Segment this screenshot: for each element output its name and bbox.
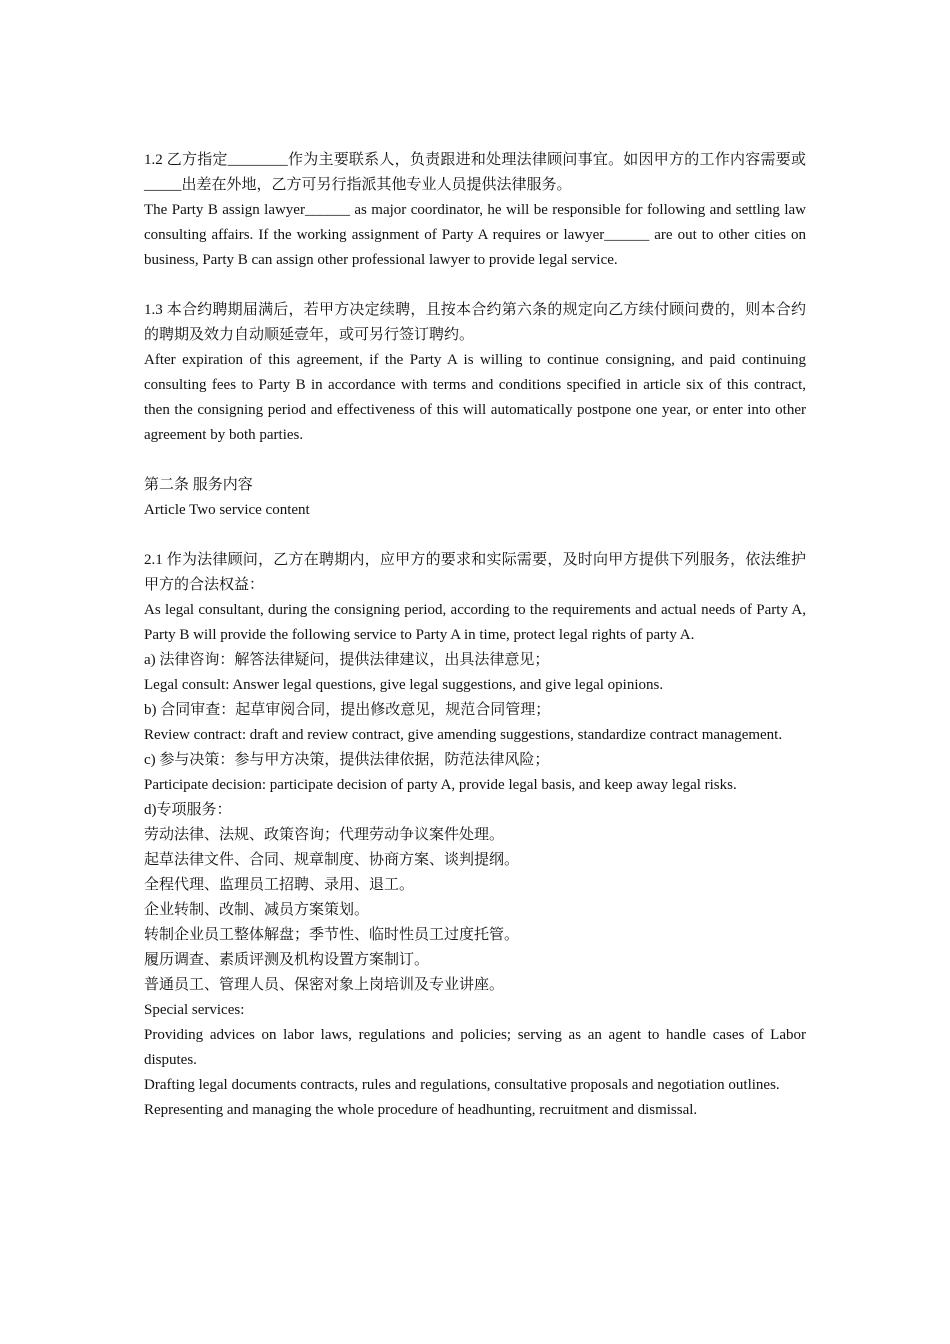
paragraph-spacer [144, 448, 806, 473]
special-zh-line: 普通员工、管理人员、保密对象上岗培训及专业讲座。 [144, 977, 505, 993]
special-en-line: Providing advices on labor laws, regulations and policies; serving as an agent to handle cases of Labor disputes. [144, 1027, 806, 1068]
item-d-zh: d)专项服务： [144, 802, 232, 818]
special-en-line: Drafting legal documents contracts, rules and regulations, consultative proposals and negotiation outlines. [144, 1077, 780, 1093]
special-zh-line: 全程代理、监理员工招聘、录用、退工。 [144, 877, 415, 893]
section-1-2-zh: 1.2 乙方指定________作为主要联系人，负责跟进和处理法律顾问事宜。如因甲方的工作内容需要或_____出差在外地，乙方可另行指派其他专业人员提供法律服务。 [144, 152, 806, 193]
article-two-heading-zh: 第二条 服务内容 [144, 477, 253, 493]
special-zh-line: 履历调查、素质评测及机构设置方案制订。 [144, 952, 430, 968]
document-page [144, 148, 806, 1123]
item-c-zh: c) 参与决策：参与甲方决策，提供法律依据，防范法律风险； [144, 752, 550, 768]
section-2-1-zh: 2.1 作为法律顾问，乙方在聘期内，应甲方的要求和实际需要，及时向甲方提供下列服务，依法维护甲方的合法权益： [144, 552, 806, 593]
special-zh-line: 起草法律文件、合同、规章制度、协商方案、谈判提纲。 [144, 852, 520, 868]
special-en-line: Representing and managing the whole procedure of headhunting, recruitment and dismissal. [144, 1102, 698, 1118]
item-b-zh: b) 合同审查：起草审阅合同，提出修改意见，规范合同管理； [144, 702, 551, 718]
special-zh-line: 转制企业员工整体解盘；季节性、临时性员工过度托管。 [144, 927, 520, 943]
article-two-heading-en: Article Two service content [144, 502, 310, 518]
section-2-1-en: As legal consultant, during the consigning period, according to the requirements and actual needs of Party A, Party B will provide the following service to Party A in time, protect legal rights of party A. [144, 602, 806, 643]
paragraph-spacer [144, 523, 806, 548]
item-b-en: Review contract: draft and review contract, give amending suggestions, standardize contract management. [144, 727, 783, 743]
section-1-2-en: The Party B assign lawyer______ as major coordinator, he will be responsible for following and settling law consulting affairs. If the working assignment of Party A requires or lawyer______ are out to other cities on business, Party B can assign other professional lawyer to provide legal service. [144, 202, 806, 268]
special-zh-line: 劳动法律、法规、政策咨询；代理劳动争议案件处理。 [144, 827, 505, 843]
paragraph-spacer [144, 273, 806, 298]
special-zh-line: 企业转制、改制、减员方案策划。 [144, 902, 370, 918]
item-c-en: Participate decision: participate decision of party A, provide legal basis, and keep away legal risks. [144, 777, 737, 793]
item-a-en: Legal consult: Answer legal questions, give legal suggestions, and give legal opinions. [144, 677, 664, 693]
item-a-zh: a) 法律咨询：解答法律疑问，提供法律建议，出具法律意见； [144, 652, 550, 668]
section-1-3-zh: 1.3 本合约聘期届满后，若甲方决定续聘，且按本合约第六条的规定向乙方续付顾问费的，则本合约的聘期及效力自动顺延壹年，或可另行签订聘约。 [144, 302, 806, 343]
section-1-3-en: After expiration of this agreement, if the Party A is willing to continue consigning, and paid continuing consulting fees to Party B in accordance with terms and conditions specified in article six of this contract, then the consigning period and effectiveness of this will automatically postpone one year, or enter into other agreement by both parties. [144, 352, 806, 443]
special-en-heading: Special services: [144, 1002, 245, 1018]
